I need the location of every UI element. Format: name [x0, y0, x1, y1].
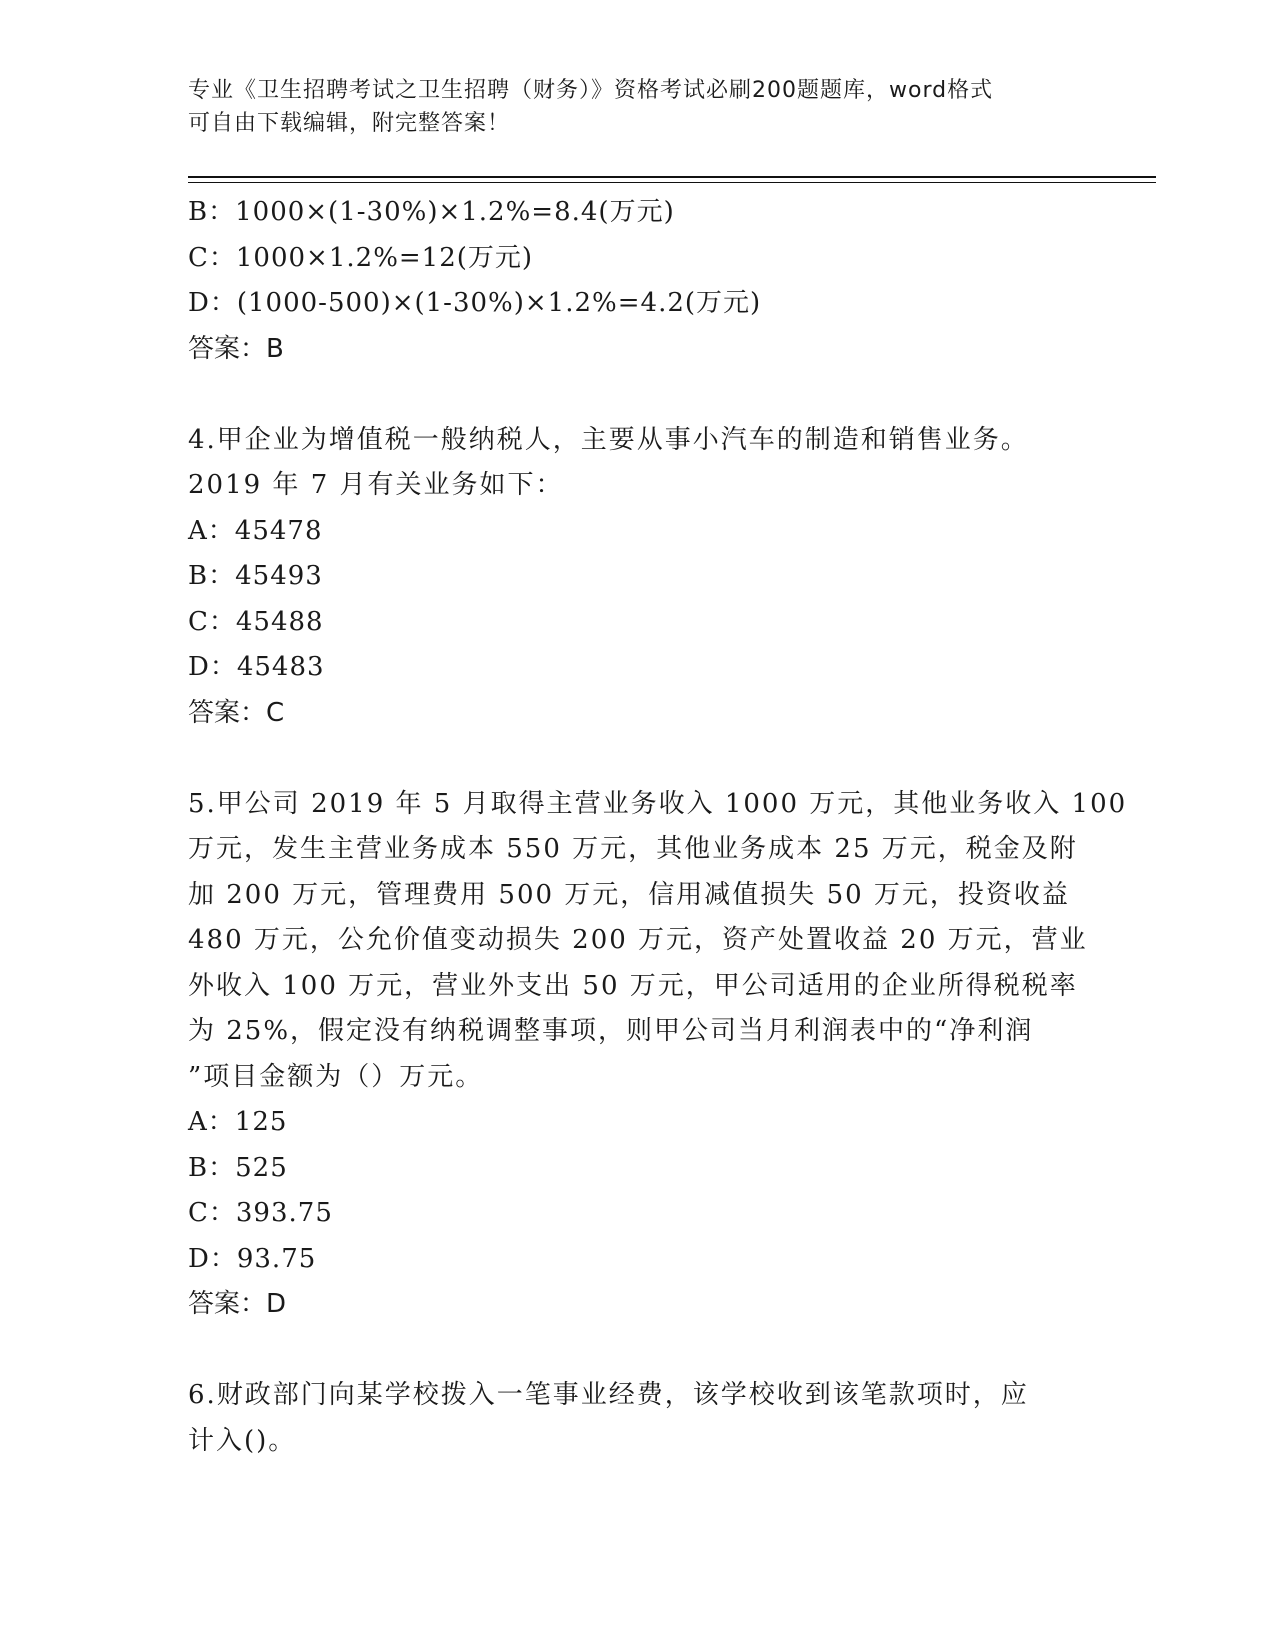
- question-4-options: [188, 509, 1088, 691]
- document-header: [188, 74, 1088, 140]
- option-d: D：93.75: [188, 1243, 317, 1274]
- option-a: A：45478: [188, 515, 323, 546]
- header-divider-thin: [188, 182, 1156, 183]
- spacer: [188, 1328, 1088, 1374]
- question-text-line: 4.甲企业为增值税一般纳税人，主要从事小汽车的制造和销售业务。: [188, 424, 1029, 455]
- spacer: [188, 736, 1088, 782]
- option-b: B：525: [188, 1152, 288, 1183]
- option-d: D：45483: [188, 652, 325, 682]
- question-5-answer: 答案：D: [188, 1289, 287, 1319]
- option-c: C：45488: [188, 606, 324, 637]
- option-c: C：393.75: [188, 1198, 333, 1228]
- option-b: B：45493: [188, 561, 323, 591]
- question-5-options: [188, 1100, 1088, 1282]
- question-4-answer: 答案：C: [188, 697, 285, 728]
- header-line-2: 可自由下载编辑，附完整答案！: [188, 111, 511, 136]
- option-a: A：125: [188, 1107, 288, 1137]
- option-b: B：1000×(1-30%)×1.2%=8.4(万元): [188, 197, 675, 227]
- question-4-text: [188, 418, 1088, 509]
- question-text-line: 加 200 万元，管理费用 500 万元，信用减值损失 50 万元，投资收益: [188, 879, 1070, 910]
- question-text-line: ”项目金额为（）万元。: [188, 1061, 484, 1092]
- question-text-line: 5.甲公司 2019 年 5 月取得主营业务收入 1000 万元，其他业务收入 100: [188, 788, 1128, 819]
- option-d: D：(1000-500)×(1-30%)×1.2%=4.2(万元): [188, 288, 762, 318]
- question-text-line: 万元，发生主营业务成本 550 万元，其他业务成本 25 万元，税金及附: [188, 834, 1078, 864]
- question-text-line: 2019 年 7 月有关业务如下：: [188, 470, 564, 500]
- question-5-text: [188, 782, 1128, 1101]
- question-3-options: [188, 190, 1088, 327]
- question-3-answer: 答案：B: [188, 333, 284, 364]
- question-text-line: 为 25%，假定没有纳税调整事项，则甲公司当月利润表中的“净利润: [188, 1016, 1034, 1046]
- question-text-line: 480 万元，公允价值变动损失 200 万元，资产处置收益 20 万元，营业: [188, 925, 1088, 955]
- option-c: C：1000×1.2%=12(万元): [188, 242, 534, 273]
- document-body: [188, 190, 1128, 1464]
- header-line-1: 专业《卫生招聘考试之卫生招聘（财务）》资格考试必刷200题题库，word格式: [188, 78, 994, 103]
- question-text-line: 外收入 100 万元，营业外支出 50 万元，甲公司适用的企业所得税税率: [188, 970, 1078, 1001]
- spacer: [188, 372, 1088, 418]
- question-text-line: 计入()。: [188, 1425, 297, 1456]
- question-6-text: [188, 1373, 1088, 1464]
- question-text-line: 6.财政部门向某学校拨入一笔事业经费，该学校收到该笔款项时，应: [188, 1380, 1029, 1410]
- header-divider-thick: [188, 176, 1156, 178]
